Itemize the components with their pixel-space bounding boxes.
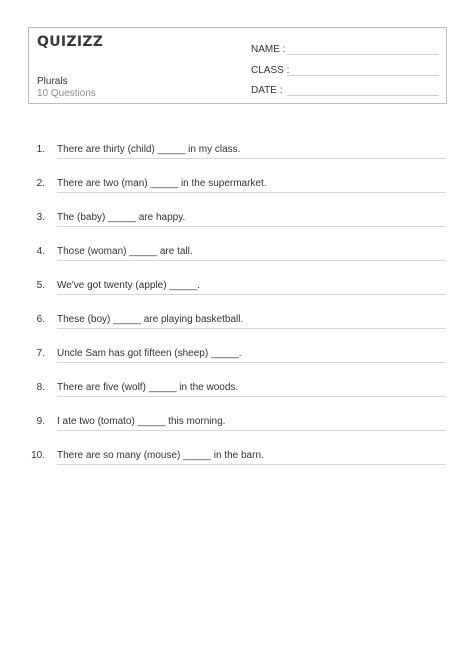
answer-line [57,430,446,431]
question-item [0,450,474,464]
question-text: There are two (man) _____ in the supermarket. [57,178,267,189]
quizizz-logo: QUIZIZZ [37,34,104,50]
question-number: 1. [36,144,45,155]
question-number: 5. [36,280,45,291]
question-number: 6. [36,314,45,325]
question-item [0,416,474,430]
question-text: Uncle Sam has got fifteen (sheep) _____. [57,348,242,359]
question-item [0,178,474,192]
class-line [287,75,439,76]
date-field [251,83,287,96]
worksheet-header [28,27,447,104]
question-number: 4. [36,246,45,257]
class-field [251,63,290,76]
answer-line [57,192,446,193]
question-item [0,382,474,396]
name-field [251,42,287,55]
worksheet-title: Plurals [37,76,68,87]
question-text: Those (woman) _____ are tall. [57,246,193,257]
question-number: 9. [36,416,45,427]
question-text: There are thirty (child) _____ in my class. [57,144,241,155]
answer-line [57,260,446,261]
question-number: 8. [36,382,45,393]
question-number: 7. [36,348,45,359]
name-label: NAME : [251,44,286,55]
question-item [0,144,474,158]
question-text: There are five (wolf) _____ in the woods. [57,382,239,393]
question-item [0,280,474,294]
question-count: 10 Questions [37,88,96,99]
question-item [0,314,474,328]
answer-line [57,294,446,295]
answer-line [57,362,446,363]
date-label: DATE : [251,85,283,96]
answer-line [57,158,446,159]
question-text: I ate two (tomato) _____ this morning. [57,416,226,427]
answer-line [57,226,446,227]
question-text: These (boy) _____ are playing basketball. [57,314,244,325]
date-line [287,95,439,96]
question-number: 3. [36,212,45,223]
name-line [287,54,439,55]
class-label: CLASS : [251,65,290,76]
question-text: There are so many (mouse) _____ in the barn. [57,450,264,461]
question-number: 2. [36,178,45,189]
answer-line [57,328,446,329]
question-number: 10. [31,450,45,461]
question-item [0,348,474,362]
question-text: We've got twenty (apple) _____. [57,280,200,291]
question-item [0,212,474,226]
answer-line [57,396,446,397]
answer-line [57,464,446,465]
question-item [0,246,474,260]
question-text: The (baby) _____ are happy. [57,212,186,223]
